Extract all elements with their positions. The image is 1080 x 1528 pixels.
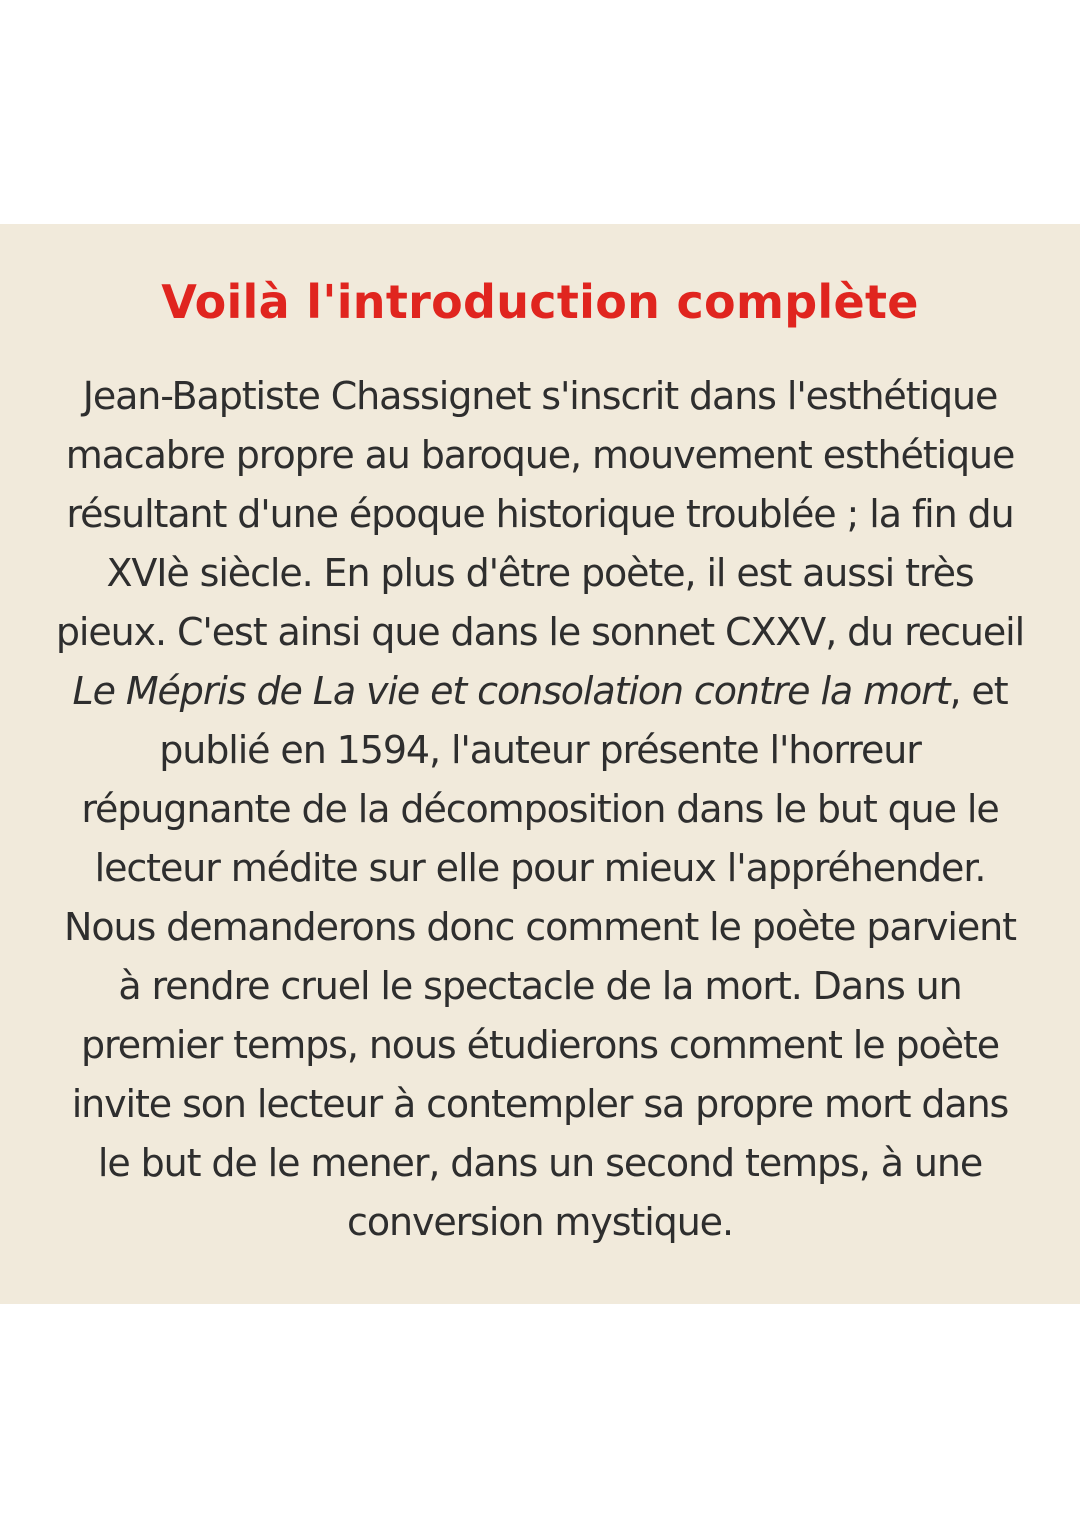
book-title: Le Mépris de La vie et consolation contre la mort <box>72 669 950 713</box>
text-line: premier temps, nous étudierons comment le poète <box>81 1023 999 1067</box>
intro-paragraph <box>20 367 1060 1252</box>
text-line: XVIè siècle. En plus d'être poète, il est aussi très <box>106 551 974 595</box>
text-line: pieux. C'est ainsi que dans le sonnet CXXV, du recueil <box>55 610 1025 654</box>
text-line: conversion mystique. <box>347 1200 733 1244</box>
text-fragment: , et <box>949 669 1008 713</box>
text-line: Jean-Baptiste Chassignet s'inscrit dans l'esthétique <box>82 374 998 418</box>
text-line: invite son lecteur à contempler sa propre mort dans <box>71 1082 1009 1126</box>
text-line: macabre propre au baroque, mouvement esthétique <box>65 433 1015 477</box>
page-title: Voilà l'introduction complète <box>161 275 919 329</box>
text-line: le but de le mener, dans un second temps, à une <box>97 1141 983 1185</box>
text-line-with-title <box>20 662 1060 721</box>
text-line: Nous demanderons donc comment le poète parvient <box>64 905 1016 949</box>
text-line: à rendre cruel le spectacle de la mort. Dans un <box>118 964 962 1008</box>
text-line: répugnante de la décomposition dans le but que le <box>81 787 999 831</box>
text-line: résultant d'une époque historique troublée ; la fin du <box>66 492 1014 536</box>
text-line: lecteur médite sur elle pour mieux l'appréhender. <box>94 846 986 890</box>
text-line: publié en 1594, l'auteur présente l'horreur <box>159 728 921 772</box>
